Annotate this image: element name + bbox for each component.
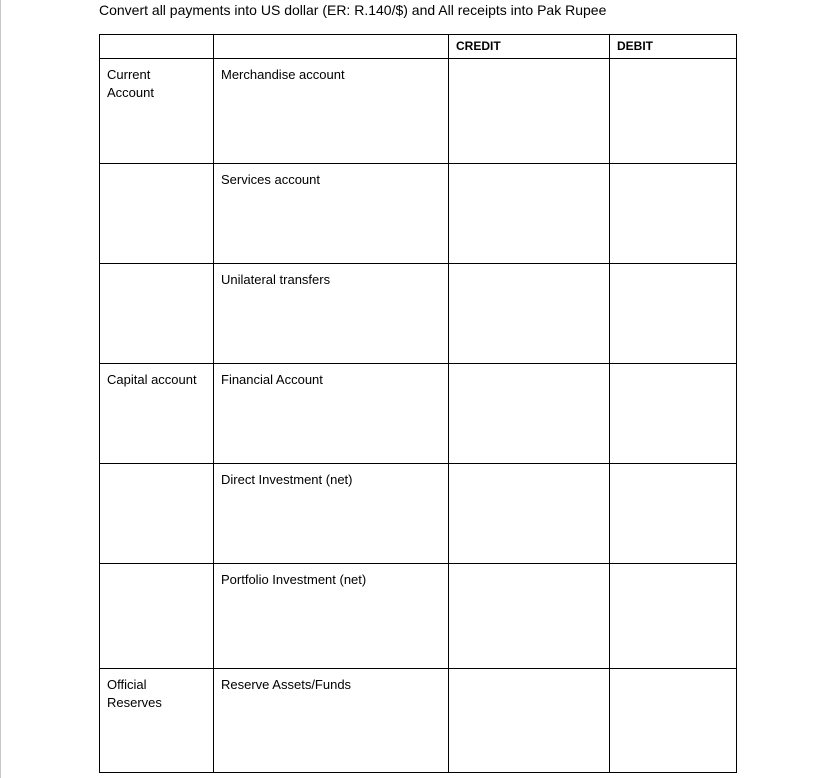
table-row xyxy=(100,564,737,669)
instruction-text: Convert all payments into US dollar (ER: R.140/$) and All receipts into Pak Rupee xyxy=(99,2,607,18)
category-cell xyxy=(100,264,214,364)
debit-entry-cell[interactable] xyxy=(610,59,737,164)
table-row xyxy=(100,464,737,564)
credit-entry-cell[interactable] xyxy=(449,164,610,264)
debit-entry-cell[interactable] xyxy=(610,464,737,564)
account-label: Portfolio Investment (net) xyxy=(221,572,367,587)
account-cell xyxy=(214,564,449,669)
table-header-row xyxy=(100,35,737,59)
category-label xyxy=(100,164,213,171)
header-credit: CREDIT xyxy=(449,35,610,59)
debit-entry-cell[interactable] xyxy=(610,564,737,669)
account-label: Financial Account xyxy=(221,372,323,387)
credit-entry-cell[interactable] xyxy=(449,669,610,773)
account-label: Merchandise account xyxy=(221,67,345,82)
table-row xyxy=(100,59,737,164)
account-cell xyxy=(214,364,449,464)
account-label: Services account xyxy=(221,172,320,187)
credit-entry-cell[interactable] xyxy=(449,364,610,464)
account-label: Direct Investment (net) xyxy=(221,472,353,487)
debit-entry-cell[interactable] xyxy=(610,164,737,264)
account-cell xyxy=(214,264,449,364)
page-left-border xyxy=(0,0,1,778)
debit-entry-cell[interactable] xyxy=(610,364,737,464)
category-label: Official Reserves xyxy=(107,677,162,710)
category-label xyxy=(100,564,213,571)
header-debit: DEBIT xyxy=(610,35,737,59)
account-cell xyxy=(214,59,449,164)
category-cell xyxy=(100,59,214,164)
category-label xyxy=(100,264,213,271)
category-cell xyxy=(100,669,214,773)
header-account-cell xyxy=(214,35,449,59)
category-cell xyxy=(100,164,214,264)
credit-entry-cell[interactable] xyxy=(449,464,610,564)
category-cell xyxy=(100,464,214,564)
debit-entry-cell[interactable] xyxy=(610,669,737,773)
table-row xyxy=(100,264,737,364)
credit-entry-cell[interactable] xyxy=(449,264,610,364)
table-row xyxy=(100,364,737,464)
category-label xyxy=(100,464,213,471)
account-cell xyxy=(214,164,449,264)
header-category-cell xyxy=(100,35,214,59)
account-cell xyxy=(214,464,449,564)
category-label-line: Current Account xyxy=(107,67,154,100)
category-cell xyxy=(100,564,214,669)
account-label: Reserve Assets/Funds xyxy=(221,677,352,692)
credit-entry-cell[interactable] xyxy=(449,59,610,164)
account-label: Unilateral transfers xyxy=(221,272,331,287)
account-cell xyxy=(214,669,449,773)
table-row xyxy=(100,669,737,773)
credit-entry-cell[interactable] xyxy=(449,564,610,669)
balance-of-payments-table xyxy=(99,34,737,773)
table-row xyxy=(100,164,737,264)
debit-entry-cell[interactable] xyxy=(610,264,737,364)
category-label: Capital account xyxy=(107,372,197,387)
category-cell xyxy=(100,364,214,464)
